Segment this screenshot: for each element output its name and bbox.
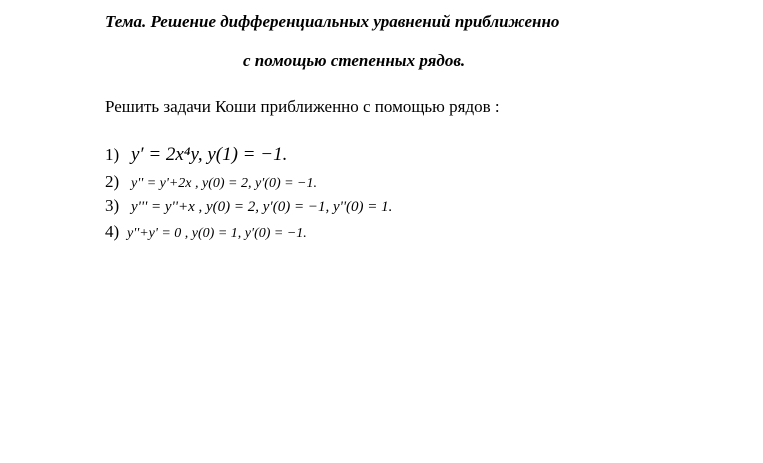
problem-number: 4) (105, 222, 120, 241)
problem-equation: y''+y' = 0 , y(0) = 1, y′(0) = −1. (127, 226, 307, 241)
task-instruction: Решить задачи Коши приближенно с помощью рядов : (105, 97, 500, 116)
problem-number: 3) (105, 196, 120, 215)
problem-equation: y''' = y''+x , y(0) = 2, y′(0) = −1, y''(0) = 1. (131, 199, 393, 215)
problem-2 (105, 172, 317, 192)
problem-4 (105, 222, 307, 242)
problem-equation: y′ = 2x⁴y, y(1) = −1. (131, 144, 288, 165)
problem-1 (105, 144, 287, 166)
problem-equation: y'' = y'+2x , y(0) = 2, y′(0) = −1. (131, 176, 317, 191)
document-title-line-2: с помощью степенных рядов. (243, 51, 466, 70)
problem-number: 1) (105, 145, 120, 164)
problem-3 (105, 196, 392, 216)
problem-number: 2) (105, 172, 120, 191)
document-title-line-1: Тема. Решение дифференциальных уравнений приближенно (105, 12, 560, 31)
